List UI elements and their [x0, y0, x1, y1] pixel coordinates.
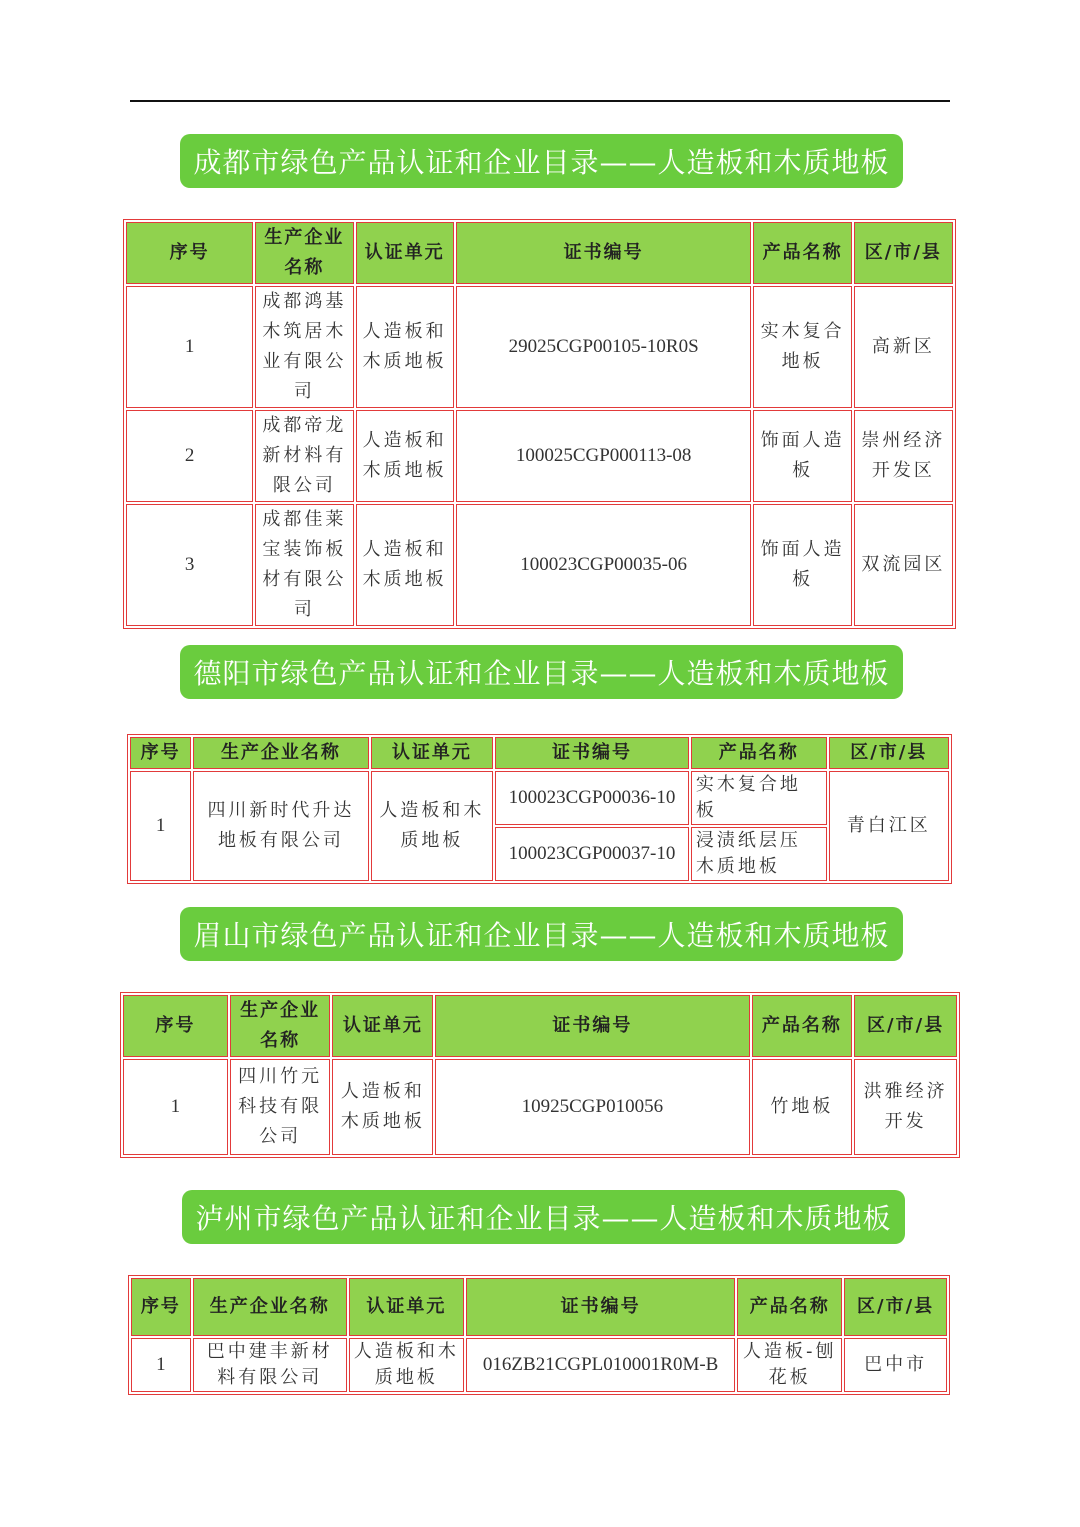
header-district: 区/市/县	[854, 995, 957, 1057]
row-district: 双流园区	[854, 504, 953, 626]
row-unit: 人造板和木质地板	[349, 1338, 464, 1392]
row-district: 青白江区	[829, 771, 949, 881]
row-cert: 100023CGP00035-06	[456, 504, 752, 626]
header-no: 序号	[131, 1278, 191, 1336]
row-product: 饰面人造板	[753, 504, 851, 626]
header-cert: 证书编号	[435, 995, 749, 1057]
header-district: 区/市/县	[854, 222, 953, 284]
header-no: 序号	[123, 995, 228, 1057]
table-header-row	[131, 1278, 947, 1336]
row-company: 四川新时代升达地板有限公司	[193, 771, 368, 881]
row-product: 实木复合地板	[753, 286, 851, 408]
table-row	[126, 504, 953, 626]
header-company: 生产企业名称	[230, 995, 331, 1057]
row-cert: 29025CGP00105-10R0S	[456, 286, 752, 408]
row-unit: 人造板和木质地板	[356, 504, 454, 626]
row-product: 竹地板	[752, 1059, 853, 1155]
header-district: 区/市/县	[844, 1278, 947, 1336]
row-company: 成都帝龙新材料有限公司	[255, 410, 353, 502]
header-product: 产品名称	[737, 1278, 842, 1336]
row-no: 1	[126, 286, 253, 408]
row-district: 巴中市	[844, 1338, 947, 1392]
row-no: 1	[123, 1059, 228, 1155]
row-district: 高新区	[854, 286, 953, 408]
header-product: 产品名称	[691, 737, 827, 769]
header-cert: 证书编号	[495, 737, 689, 769]
header-company: 生产企业名称	[193, 737, 368, 769]
header-unit: 认证单元	[371, 737, 493, 769]
table-header-row	[126, 222, 953, 284]
header-product: 产品名称	[753, 222, 851, 284]
row-cert: 10925CGP010056	[435, 1059, 749, 1155]
row-unit: 人造板和木质地板	[332, 1059, 433, 1155]
table-luzhou	[128, 1275, 950, 1395]
section-title-luzhou: 泸州市绿色产品认证和企业目录——人造板和木质地板	[182, 1190, 905, 1244]
table-row	[123, 1059, 957, 1155]
row-no: 1	[131, 1338, 191, 1392]
header-no: 序号	[130, 737, 191, 769]
header-cert: 证书编号	[456, 222, 752, 284]
header-company: 生产企业名称	[255, 222, 353, 284]
section-title-meishan: 眉山市绿色产品认证和企业目录——人造板和木质地板	[180, 907, 903, 961]
row-product: 实木复合地板	[691, 771, 827, 825]
table-deyang	[127, 734, 952, 884]
row-no: 2	[126, 410, 253, 502]
table-row	[131, 1338, 947, 1392]
row-company: 成都佳莱宝装饰板材有限公司	[255, 504, 353, 626]
table-header-row	[130, 737, 949, 769]
header-district: 区/市/县	[829, 737, 949, 769]
row-unit: 人造板和木质地板	[356, 410, 454, 502]
top-rule	[130, 100, 950, 102]
table-row	[130, 771, 949, 825]
row-no: 3	[126, 504, 253, 626]
row-product: 人造板-刨花板	[737, 1338, 842, 1392]
header-product: 产品名称	[752, 995, 853, 1057]
row-district: 洪雅经济开发	[854, 1059, 957, 1155]
row-product: 浸渍纸层压木质地板	[691, 827, 827, 881]
row-cert: 100023CGP00037-10	[495, 827, 689, 881]
header-unit: 认证单元	[332, 995, 433, 1057]
row-product: 饰面人造板	[753, 410, 851, 502]
table-row	[126, 286, 953, 408]
row-cert: 016ZB21CGPL010001R0M-B	[466, 1338, 735, 1392]
section-title-chengdu: 成都市绿色产品认证和企业目录——人造板和木质地板	[180, 134, 903, 188]
row-cert: 100023CGP00036-10	[495, 771, 689, 825]
row-district: 崇州经济开发区	[854, 410, 953, 502]
row-no: 1	[130, 771, 191, 881]
row-unit: 人造板和木质地板	[356, 286, 454, 408]
row-company: 巴中建丰新材料有限公司	[193, 1338, 347, 1392]
row-cert: 100025CGP000113-08	[456, 410, 752, 502]
table-row	[126, 410, 953, 502]
row-company: 成都鸿基木筑居木业有限公司	[255, 286, 353, 408]
header-company: 生产企业名称	[193, 1278, 347, 1336]
table-meishan	[120, 992, 960, 1158]
table-chengdu	[123, 219, 956, 629]
section-title-deyang: 德阳市绿色产品认证和企业目录——人造板和木质地板	[180, 645, 903, 699]
row-company: 四川竹元科技有限公司	[230, 1059, 331, 1155]
header-unit: 认证单元	[349, 1278, 464, 1336]
header-no: 序号	[126, 222, 253, 284]
row-unit: 人造板和木质地板	[371, 771, 493, 881]
header-cert: 证书编号	[466, 1278, 735, 1336]
header-unit: 认证单元	[356, 222, 454, 284]
table-header-row	[123, 995, 957, 1057]
